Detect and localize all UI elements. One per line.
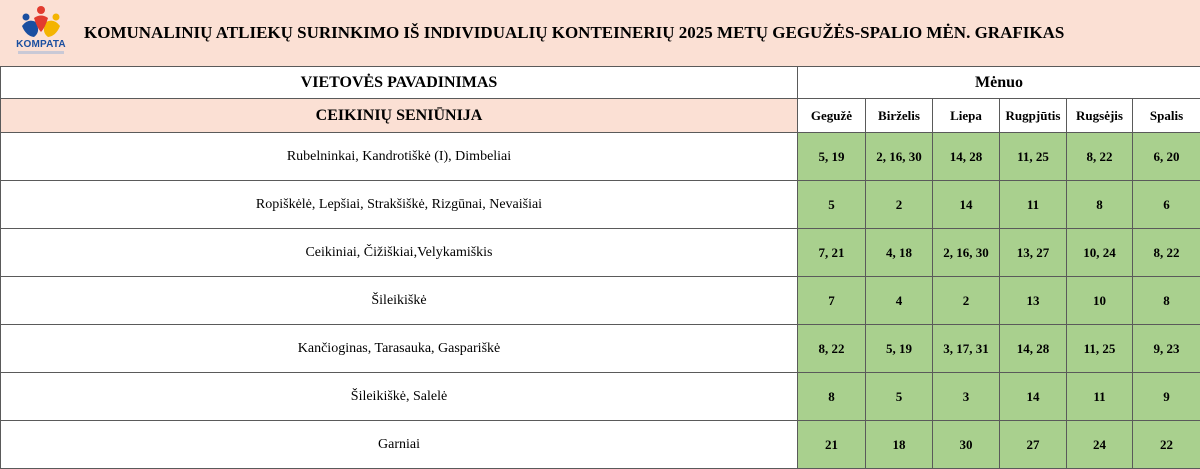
- place-name: Šileikiškė: [1, 277, 798, 325]
- date-cell: 11: [1000, 181, 1067, 229]
- page-header: [0, 0, 1200, 66]
- logo-tagline: [18, 51, 64, 54]
- kompata-logo: [14, 4, 68, 62]
- date-cell: 27: [1000, 421, 1067, 469]
- date-cell: 2: [933, 277, 1000, 325]
- date-cell: 14: [933, 181, 1000, 229]
- date-cell: 14, 28: [933, 133, 1000, 181]
- place-name: Ceikiniai, Čižiškiai,Velykamiškis: [1, 229, 798, 277]
- table-row: [1, 277, 1200, 325]
- date-cell: 14, 28: [1000, 325, 1067, 373]
- place-name: Kančioginas, Tarasauka, Gaspariškė: [1, 325, 798, 373]
- date-cell: 9: [1133, 373, 1200, 421]
- month-row: [1, 99, 1200, 133]
- place-column-header: VIETOVĖS PAVADINIMAS: [1, 67, 798, 99]
- logo-text: KOMPATA: [16, 39, 66, 50]
- date-cell: 11, 25: [1000, 133, 1067, 181]
- month-column-header: Mėnuo: [798, 67, 1200, 99]
- table-row: [1, 373, 1200, 421]
- date-cell: 8, 22: [798, 325, 866, 373]
- section-title: CEIKINIŲ SENIŪNIJA: [1, 99, 798, 133]
- date-cell: 3: [933, 373, 1000, 421]
- date-cell: 4: [866, 277, 933, 325]
- date-cell: 13, 27: [1000, 229, 1067, 277]
- date-cell: 5, 19: [798, 133, 866, 181]
- date-cell: 8, 22: [1067, 133, 1133, 181]
- table-row: [1, 229, 1200, 277]
- date-cell: 8: [1067, 181, 1133, 229]
- table-row: [1, 181, 1200, 229]
- date-cell: 11: [1067, 373, 1133, 421]
- date-cell: 14: [1000, 373, 1067, 421]
- date-cell: 7, 21: [798, 229, 866, 277]
- date-cell: 3, 17, 31: [933, 325, 1000, 373]
- page-title: KOMUNALINIŲ ATLIEKŲ SURINKIMO IŠ INDIVIDUALIŲ KONTEINERIŲ 2025 METŲ GEGUŽĖS-SPALIO MĖN. GRAFIKAS: [84, 23, 1065, 42]
- date-cell: 13: [1000, 277, 1067, 325]
- date-cell: 10: [1067, 277, 1133, 325]
- place-name: Šileikiškė, Salelė: [1, 373, 798, 421]
- month-label: Gegužė: [798, 99, 866, 133]
- table-row: [1, 325, 1200, 373]
- date-cell: 10, 24: [1067, 229, 1133, 277]
- date-cell: 6, 20: [1133, 133, 1200, 181]
- date-cell: 6: [1133, 181, 1200, 229]
- date-cell: 5: [798, 181, 866, 229]
- date-cell: 24: [1067, 421, 1133, 469]
- date-cell: 2, 16, 30: [866, 133, 933, 181]
- month-label: Liepa: [933, 99, 1000, 133]
- place-name: Ropiškėlė, Lepšiai, Strakšiškė, Rizgūnai, Nevaišiai: [1, 181, 798, 229]
- date-cell: 22: [1133, 421, 1200, 469]
- date-cell: 8, 22: [1133, 229, 1200, 277]
- date-cell: 2: [866, 181, 933, 229]
- date-cell: 18: [866, 421, 933, 469]
- header-row: [1, 67, 1200, 99]
- date-cell: 2, 16, 30: [933, 229, 1000, 277]
- table-row: [1, 133, 1200, 181]
- month-label: Spalis: [1133, 99, 1200, 133]
- date-cell: 5: [866, 373, 933, 421]
- date-cell: 30: [933, 421, 1000, 469]
- date-cell: 8: [798, 373, 866, 421]
- date-cell: 21: [798, 421, 866, 469]
- date-cell: 11, 25: [1067, 325, 1133, 373]
- place-name: Garniai: [1, 421, 798, 469]
- month-label: Rugpjūtis: [1000, 99, 1067, 133]
- date-cell: 7: [798, 277, 866, 325]
- table-row: [1, 421, 1200, 469]
- schedule-table: [0, 66, 1200, 469]
- month-label: Rugsėjis: [1067, 99, 1133, 133]
- date-cell: 5, 19: [866, 325, 933, 373]
- date-cell: 9, 23: [1133, 325, 1200, 373]
- place-name: Rubelninkai, Kandrotiškė (I), Dimbeliai: [1, 133, 798, 181]
- logo-figures-icon: [14, 4, 68, 40]
- date-cell: 4, 18: [866, 229, 933, 277]
- month-label: Birželis: [866, 99, 933, 133]
- date-cell: 8: [1133, 277, 1200, 325]
